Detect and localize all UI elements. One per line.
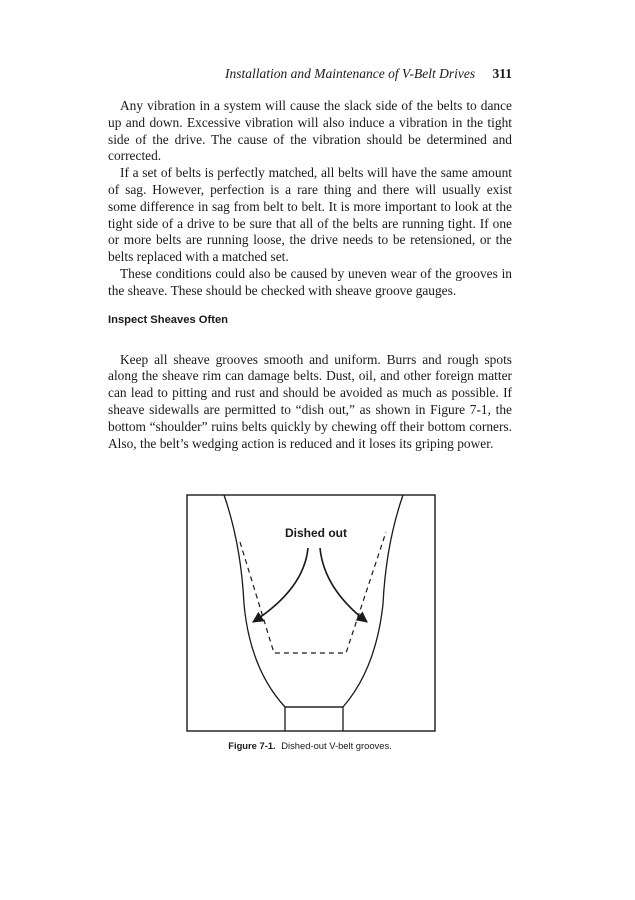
paragraph-inspect-sheaves: Keep all sheave grooves smooth and uniform. Burrs and rough spots along the sheave rim can damage belts. Dust, oil, and other foreign matter can lead to pitting and rust and should be avoided as much as possible. If sheave sidewalls are permitted to “dish out,” as shown in Figure 7-1, the bottom “shoulder” ruins belts quickly by chewing off their bottom corners. Also, the belt’s wedging action is reduced and it loses its griping power. (108, 351, 512, 451)
running-head (108, 66, 512, 82)
arrow-right (320, 548, 367, 622)
section-heading: Inspect Sheaves Often (108, 313, 228, 326)
figure-caption (108, 740, 512, 751)
figure-dished-grooves (186, 494, 436, 732)
page-number: 311 (492, 66, 512, 81)
body-text (108, 98, 512, 452)
paragraph-belt-sag: If a set of belts is perfectly matched, all belts will have the same amount of sag. However, perfection is a rare thing and there will usually exist some difference in sag from belt to belt. It is more important to look at the tight side of a drive to be sure that all of the belts are running tight. If one or more belts are running loose, the drive needs to be retensioned, or the belts replaced with a matched set. (108, 165, 512, 265)
paragraph-vibration: Any vibration in a system will cause the slack side of the belts to dance up and down. Excessive vibration will also induce a vibration in the tight side of the drive. The cause of the vibration should be determined and corrected. (108, 98, 512, 164)
figure-caption-label: Figure 7-1. (228, 740, 276, 751)
dished-out-outline (240, 532, 386, 653)
figure-diagram (186, 494, 436, 732)
paragraph-groove-wear: These conditions could also be caused by uneven wear of the grooves in the sheave. These should be checked with sheave groove gauges. (108, 265, 512, 298)
running-head-title: Installation and Maintenance of V-Belt Drives (225, 66, 476, 81)
figure-annotation: Dished out (285, 526, 347, 540)
figure-caption-text: Dished-out V-belt grooves. (281, 740, 392, 751)
